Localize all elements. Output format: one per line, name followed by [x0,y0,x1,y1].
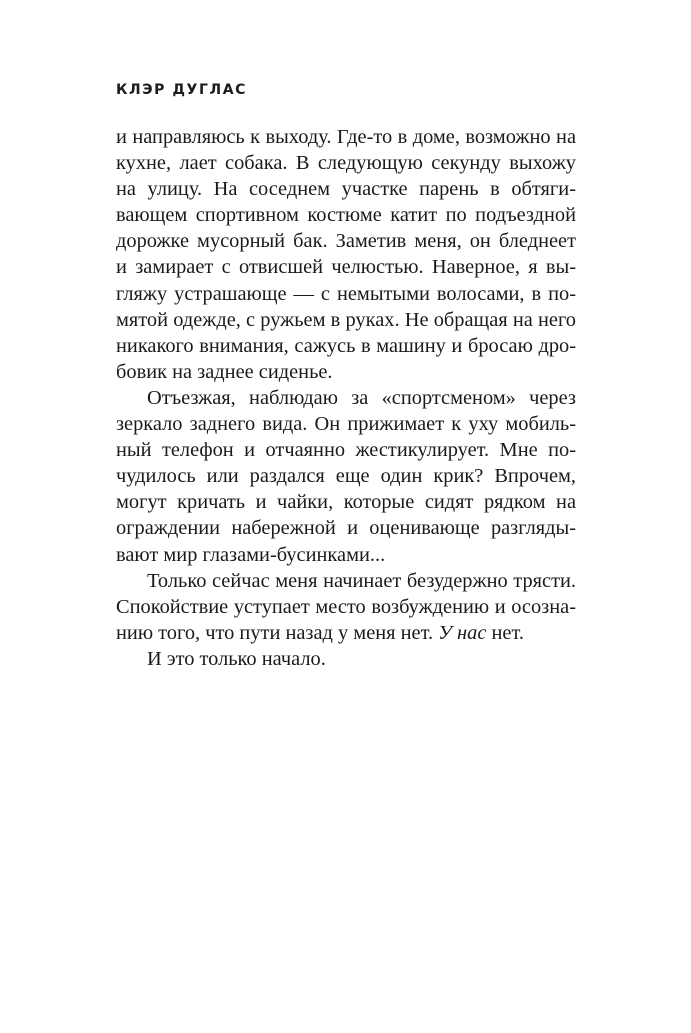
text-line: вающем спортивном костюме катит по подъездной [116,204,576,227]
text-line: кухне, лает собака. В следующую секунду выхожу [116,152,576,175]
text-line-mixed [116,620,576,646]
text-line: дорожке мусорный бак. Заметив меня, он бледнеет [116,230,576,253]
text-line: ный телефон и отчаянно жестикулирует. Мне по- [116,439,576,462]
text-line: вают мир глазами-бусинками... [116,543,386,566]
text-line: бовик на заднее сиденье. [116,360,333,383]
body-text [116,124,576,672]
text-segment: нет. [491,621,524,644]
text-line: гляжу устрашающе — с немытыми волосами, в по- [116,282,576,305]
text-line: И это только начало. [147,647,326,670]
text-line: и замирает с отвисшей челюстью. Наверное, я вы- [116,256,576,279]
text-line: на улицу. На соседнем участке парень в обтяги- [116,178,576,201]
text-line: и направляюсь к выходу. Где-то в доме, возможно на [116,126,576,148]
text-line: ограждении набережной и оценивающе разгляды- [116,517,576,540]
text-line: могут кричать и чайки, которые сидят рядком на [116,491,576,514]
text-segment: нию того, что пути назад у меня нет. [116,621,434,644]
text-line: чудилось или раздался еще один крик? Впрочем, [116,465,576,488]
running-head-author: КЛЭР ДУГЛАС [116,82,248,98]
text-line: Отъезжая, наблюдаю за «спортсменом» через [147,386,576,409]
text-line: никакого внимания, сажусь в машину и бросаю дро- [116,334,576,357]
italic-emphasis: У нас [438,621,487,644]
text-line: мятой одежде, с ружьем в руках. Не обращая на него [116,308,576,331]
text-line: Только сейчас меня начинает безудержно трясти. [147,569,576,592]
text-line: Спокойствие уступает место возбуждению и осозна- [116,595,576,618]
text-line: зеркало заднего вида. Он прижимает к уху мобиль- [116,413,576,436]
